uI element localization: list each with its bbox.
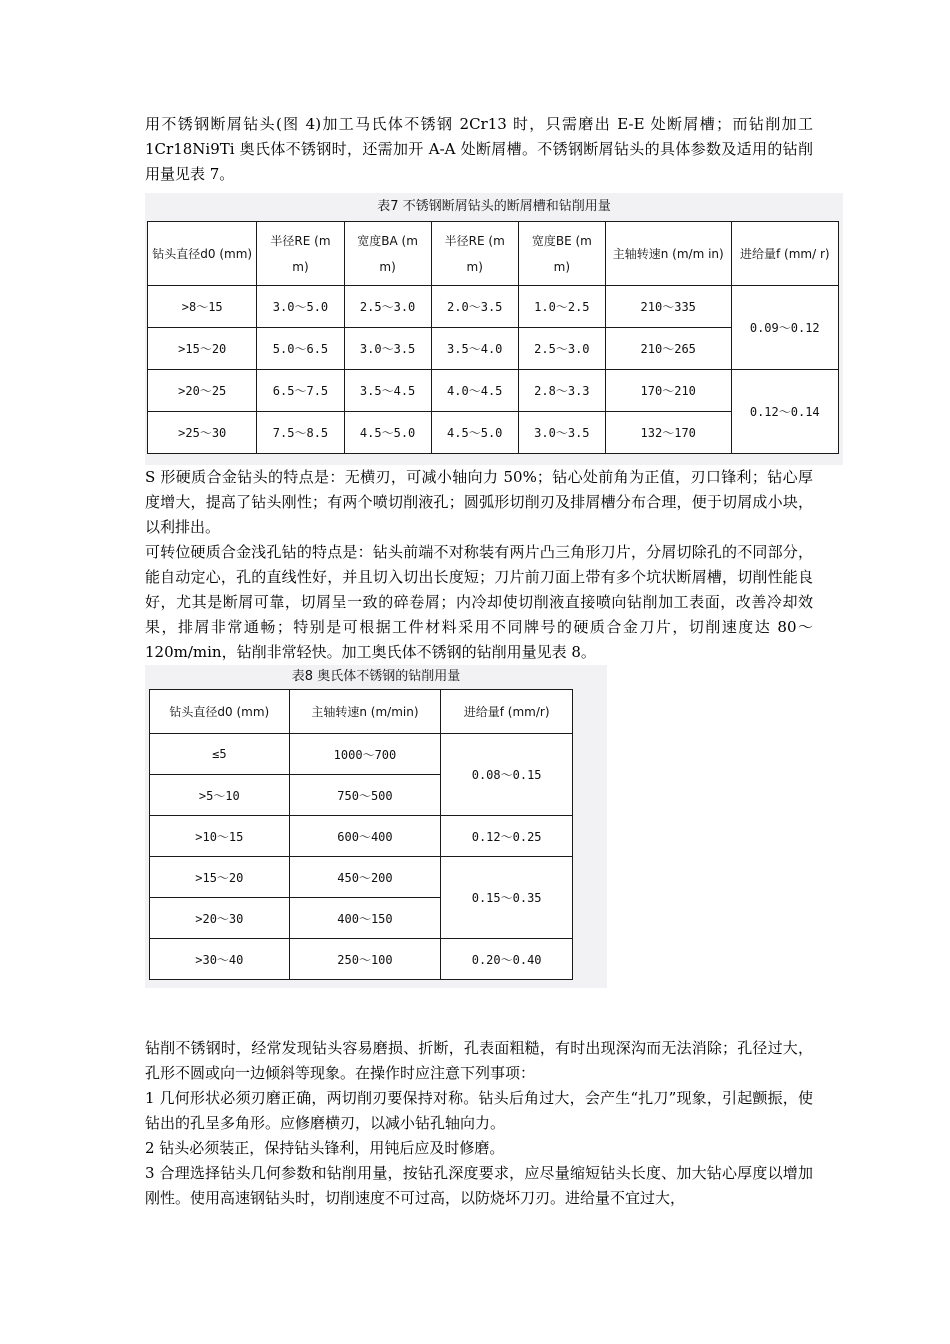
table8: [149, 689, 573, 980]
table7-header-row: [148, 222, 839, 286]
table8-cell: 250～100: [289, 939, 441, 980]
table7-caption: 表7 不锈钢断屑钻头的断屑槽和钻削用量: [377, 199, 611, 214]
table8-cell: >15～20: [150, 857, 290, 898]
table8-cell: 750～500: [289, 775, 441, 816]
table-row: [150, 939, 573, 980]
table7-cell: 6.5～7.5: [257, 370, 344, 412]
table8-cell: >30～40: [150, 939, 290, 980]
table7-cell: 5.0～6.5: [257, 328, 344, 370]
intro-paragraph: 用不锈钢断屑钻头(图 4)加工马氏体不锈钢 2Cr13 时，只需磨出 E-E 处断屑槽；而钻削加工 1Cr18Ni9Ti 奥氏体不锈钢时，还需加开 A-A 处断屑槽。不锈钢断屑钻头的具体参数及适用的钻削用量见表 7。: [145, 115, 813, 183]
table7-cell: 3.0～3.5: [518, 412, 605, 454]
spacer: [145, 988, 813, 1036]
table7-cell: 2.5～3.0: [344, 286, 431, 328]
table7-header-cell: 宽度BA (m m): [344, 222, 431, 286]
table7-header-cell: 半径RE (m m): [257, 222, 344, 286]
table7-cell: 3.5～4.5: [344, 370, 431, 412]
table7-feed-cell: 0.09～0.12: [731, 286, 838, 370]
table7-cell: 4.0～4.5: [431, 370, 518, 412]
table7-cell: 210～265: [605, 328, 731, 370]
table7-cell: 132～170: [605, 412, 731, 454]
note-item-1: 1 几何形状必须刃磨正确，两切削刃要保持对称。钻头后角过大，会产生“扎刀”现象，引起颤振，使钻出的孔呈多角形。应修磨横刃，以减小钻孔轴向力。: [145, 1089, 813, 1132]
table7-cell: 210～335: [605, 286, 731, 328]
table7-cell: >8～15: [148, 286, 257, 328]
drilling-notes-paragraph: 钻削不锈钢时，经常发现钻头容易磨损、折断，孔表面粗糙，有时出现深沟而无法消除；孔径过大，孔形不圆或向一边倾斜等现象。在操作时应注意下列事项：: [145, 1039, 813, 1082]
table-row: [150, 734, 573, 775]
table8-feed-cell: 0.15～0.35: [441, 857, 573, 939]
table7-cell: 4.5～5.0: [431, 412, 518, 454]
s-drill-paragraph: S 形硬质合金钻头的特点是：无横刃，可减小轴向力 50%；钻心处前角为正值，刃口锋利；钻心厚度增大，提高了钻头刚性；有两个喷切削液孔；圆弧形切削刃及排屑槽分布合理，便于切屑成小块，以利排出。: [145, 468, 813, 536]
table8-header-cell: 钻头直径d0 (mm): [150, 690, 290, 734]
table8-feed-cell: 0.08～0.15: [441, 734, 573, 816]
table7-figure: [145, 193, 843, 465]
table7-cell: 3.0～5.0: [257, 286, 344, 328]
table7-feed-cell: 0.12～0.14: [731, 370, 838, 454]
table8-cell: >10～15: [150, 816, 290, 857]
table8-figure: [145, 665, 607, 988]
table8-cell: 1000～700: [289, 734, 441, 775]
note-item-3: 3 合理选择钻头几何参数和钻削用量，按钻孔深度要求，应尽量缩短钻头长度、加大钻心厚度以增加刚性。使用高速钢钻头时，切削速度不可过高，以防烧坏刀刃。进给量不宜过大，: [145, 1164, 813, 1207]
table8-cell: >5～10: [150, 775, 290, 816]
table-row: [150, 857, 573, 898]
table7-cell: 1.0～2.5: [518, 286, 605, 328]
table8-caption: 表8 奥氏体不锈钢的钻削用量: [291, 669, 461, 684]
table7-cell: >20～25: [148, 370, 257, 412]
table7-cell: 2.8～3.3: [518, 370, 605, 412]
note-item-2: 2 钻头必须装正，保持钻头锋利，用钝后应及时修磨。: [145, 1139, 505, 1157]
table7-header-cell: 主轴转速n (m/m in): [605, 222, 731, 286]
table8-cell: >20～30: [150, 898, 290, 939]
table8-header-cell: 进给量f (mm/r): [441, 690, 573, 734]
table7-cell: >25～30: [148, 412, 257, 454]
table-row: [148, 286, 839, 328]
table7: [147, 221, 839, 454]
table8-feed-cell: 0.20～0.40: [441, 939, 573, 980]
table8-header-row: [150, 690, 573, 734]
table7-cell: 4.5～5.0: [344, 412, 431, 454]
table8-header-cell: 主轴转速n (m/min): [289, 690, 441, 734]
table7-header-cell: 宽度BE (m m): [518, 222, 605, 286]
table7-cell: 2.0～3.5: [431, 286, 518, 328]
table7-header-cell: 进给量f (mm/ r): [731, 222, 838, 286]
table7-cell: 7.5～8.5: [257, 412, 344, 454]
table8-cell: 600～400: [289, 816, 441, 857]
table8-cell: 400～150: [289, 898, 441, 939]
table7-cell: 3.5～4.0: [431, 328, 518, 370]
table-row: [148, 370, 839, 412]
table7-cell: 2.5～3.0: [518, 328, 605, 370]
table8-cell: 450～200: [289, 857, 441, 898]
table7-cell: >15～20: [148, 328, 257, 370]
table8-feed-cell: 0.12～0.25: [441, 816, 573, 857]
table7-header-cell: 半径RE (m m): [431, 222, 518, 286]
document-page: [145, 112, 830, 1211]
indexable-drill-paragraph: 可转位硬质合金浅孔钻的特点是：钻头前端不对称装有两片凸三角形刀片，分屑切除孔的不同部分，能自动定心，孔的直线性好，并且切入切出长度短；刀片前刀面上带有多个坑状断屑槽，切削性能良好，尤其是断屑可靠，切屑呈一致的碎卷屑；内冷却使切削液直接喷向钻削加工表面，改善冷却效果，排屑非常通畅；特别是可根据工件材料采用不同牌号的硬质合金刀片，切削速度达 80～120m/min，钻削非常轻快。加工奥氏体不锈钢的钻削用量见表 8。: [145, 543, 813, 661]
table-row: [150, 816, 573, 857]
table8-cell: ≤5: [150, 734, 290, 775]
table7-cell: 170～210: [605, 370, 731, 412]
table7-cell: 3.0～3.5: [344, 328, 431, 370]
table7-header-cell: 钻头直径d0 (mm): [148, 222, 257, 286]
